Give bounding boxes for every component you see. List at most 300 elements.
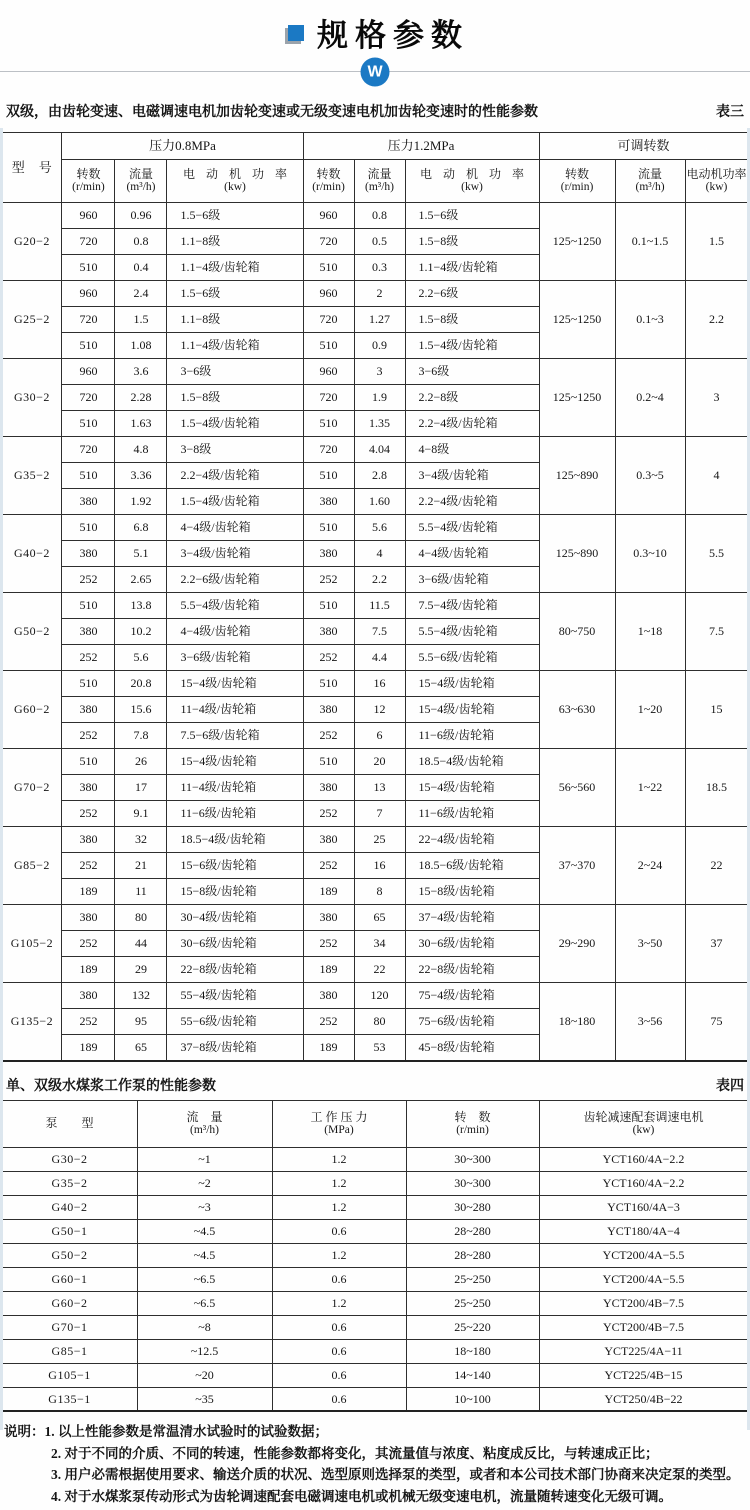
table-cell: ~8 [137,1315,272,1339]
power-cell: 1.1−4级/齿轮箱 [167,255,303,281]
adjustable-flow-cell: 2~24 [615,827,685,905]
table-cell: 30~280 [406,1195,539,1219]
table4-caption-row [6,1075,744,1095]
table-cell: 12 [354,697,405,723]
table-cell: 189 [62,957,115,983]
table-cell: ~4.5 [137,1243,272,1267]
table3-row [2,437,748,463]
table-cell: 8 [354,879,405,905]
power-cell: 1.1−8级 [167,229,303,255]
table4-row [2,1267,748,1291]
table-cell: 0.6 [272,1315,406,1339]
table-cell: 0.6 [272,1363,406,1387]
model-cell: G50−2 [2,593,62,671]
table4-row [2,1243,748,1267]
table-cell: 7 [354,801,405,827]
adjustable-power-cell: 7.5 [685,593,748,671]
table-cell: ~6.5 [137,1267,272,1291]
table4-row [2,1147,748,1171]
col-header-power-08: 电 动 机 功 率 (kw) [167,160,303,203]
table-cell: 4 [354,541,405,567]
col-group-adjustable: 可调转数 [539,133,748,160]
model-cell: G70−2 [2,749,62,827]
power-cell: 5.5−6级/齿轮箱 [405,645,539,671]
adjustable-power-cell: 2.2 [685,281,748,359]
table-cell: 380 [303,983,354,1009]
table-cell: 30~300 [406,1171,539,1195]
col-header-flow-12: 流量 (m³/h) [354,160,405,203]
table-cell: 2.28 [115,385,167,411]
table-cell: 252 [303,931,354,957]
table-cell: 510 [62,333,115,359]
power-cell: 22−8级/齿轮箱 [405,957,539,983]
power-cell: 1.1−4级/齿轮箱 [167,333,303,359]
table-cell: 380 [62,775,115,801]
table-cell: 0.8 [115,229,167,255]
table-cell: YCT200/4A−5.5 [539,1267,748,1291]
table-cell: 0.6 [272,1387,406,1411]
col-group-pressure-08: 压力0.8MPa [62,133,303,160]
table4-row [2,1363,748,1387]
table-cell: ~35 [137,1387,272,1411]
table-cell: 2.2 [354,567,405,593]
table-cell: 380 [62,541,115,567]
table-cell: 189 [303,879,354,905]
page-header [0,0,750,52]
adjustable-speed-cell: 125~1250 [539,203,615,281]
table-cell: 65 [115,1035,167,1061]
adjustable-flow-cell: 0.3~10 [615,515,685,593]
table-cell: 252 [62,931,115,957]
table-cell: 25~250 [406,1267,539,1291]
adjustable-flow-cell: 1~20 [615,671,685,749]
table3-row [2,515,748,541]
table3-caption: 双级，由齿轮变速、电磁调速电机加齿轮变速或无级变速电机加齿轮变速时的性能参数 [6,105,538,120]
adjustable-flow-cell: 0.1~3 [615,281,685,359]
table-cell: 1.27 [354,307,405,333]
table-cell: 0.8 [354,203,405,229]
table-cell: 380 [303,541,354,567]
power-cell: 1.5−6级 [405,203,539,229]
model-cell: G35−2 [2,437,62,515]
table-cell: 380 [62,697,115,723]
table-cell: YCT160/4A−2.2 [539,1147,748,1171]
notes-list [4,1421,744,1507]
power-cell: 11−6级/齿轮箱 [167,801,303,827]
model-cell: G70−1 [2,1315,137,1339]
table-cell: YCT200/4B−7.5 [539,1291,748,1315]
table-cell: 720 [303,385,354,411]
adjustable-flow-cell: 0.1~1.5 [615,203,685,281]
col-header-pump-model: 泵 型 [2,1100,137,1147]
model-cell: G35−2 [2,1171,137,1195]
table-cell: 0.96 [115,203,167,229]
power-cell: 15−4级/齿轮箱 [405,697,539,723]
table-cell: 510 [303,255,354,281]
table-cell: 720 [303,437,354,463]
table4-row [2,1315,748,1339]
table-cell: 1.2 [272,1195,406,1219]
table-cell: 65 [354,905,405,931]
model-cell: G30−2 [2,1147,137,1171]
table-cell: 28~280 [406,1219,539,1243]
model-cell: G135−2 [2,983,62,1061]
table-cell: 14~140 [406,1363,539,1387]
adjustable-speed-cell: 29~290 [539,905,615,983]
table3-row [2,749,748,775]
power-cell: 15−6级/齿轮箱 [167,853,303,879]
table-cell: 720 [303,229,354,255]
table-cell: 720 [62,229,115,255]
table4-row [2,1171,748,1195]
table4-row [2,1219,748,1243]
table-cell: 6 [354,723,405,749]
power-cell: 3−6级/齿轮箱 [405,567,539,593]
power-cell: 15−8级/齿轮箱 [167,879,303,905]
power-cell: 4−4级/齿轮箱 [167,515,303,541]
power-cell: 2.2−8级 [405,385,539,411]
table-cell: 1.2 [272,1243,406,1267]
adjustable-flow-cell: 1~22 [615,749,685,827]
table3-row [2,359,748,385]
table-cell: 1.60 [354,489,405,515]
power-cell: 15−4级/齿轮箱 [167,671,303,697]
power-cell: 4−4级/齿轮箱 [167,619,303,645]
table-cell: 95 [115,1009,167,1035]
adjustable-speed-cell: 18~180 [539,983,615,1061]
table-cell: 252 [303,1009,354,1035]
model-cell: G50−1 [2,1219,137,1243]
adjustable-flow-cell: 3~56 [615,983,685,1061]
table3-tag: 表三 [716,105,744,120]
table4-caption: 单、双级水煤浆工作泵的性能参数 [6,1078,216,1094]
table3-row [2,671,748,697]
table-cell: 25~220 [406,1315,539,1339]
model-cell: G50−2 [2,1243,137,1267]
table-cell: 11.5 [354,593,405,619]
power-cell: 18.5−4级/齿轮箱 [167,827,303,853]
model-cell: G25−2 [2,281,62,359]
table-cell: 1.63 [115,411,167,437]
table-cell: 252 [62,801,115,827]
model-cell: G85−1 [2,1339,137,1363]
power-cell: 2.2−4级/齿轮箱 [405,411,539,437]
table-cell: 3 [354,359,405,385]
adjustable-speed-cell: 80~750 [539,593,615,671]
table-cell: YCT225/4A−11 [539,1339,748,1363]
table-cell: 510 [303,749,354,775]
table-cell: ~6.5 [137,1291,272,1315]
table-cell: 0.4 [115,255,167,281]
table-cell: 510 [303,411,354,437]
note-item: 2. 对于不同的介质、不同的转速，性能参数都将变化，其流量值与浓度、粘度成反比，与转速成正比； [51,1445,659,1461]
table3-header-sub-row [2,160,748,203]
table-cell: ~2 [137,1171,272,1195]
table-cell: 510 [62,515,115,541]
model-cell: G60−2 [2,671,62,749]
power-cell: 5.5−4级/齿轮箱 [405,515,539,541]
table-cell: 252 [303,567,354,593]
adjustable-flow-cell: 0.2~4 [615,359,685,437]
table-cell: 25~250 [406,1291,539,1315]
power-cell: 22−8级/齿轮箱 [167,957,303,983]
table-cell: 15.6 [115,697,167,723]
power-cell: 3−4级/齿轮箱 [167,541,303,567]
power-cell: 37−4级/齿轮箱 [405,905,539,931]
table3-row [2,983,748,1009]
table-cell: YCT160/4A−2.2 [539,1171,748,1195]
table-cell: 380 [303,905,354,931]
table-cell: 380 [62,489,115,515]
power-cell: 4−4级/齿轮箱 [405,541,539,567]
table-cell: 720 [62,437,115,463]
adjustable-speed-cell: 125~890 [539,515,615,593]
col-header-flow: 流 量 (m³/h) [137,1100,272,1147]
model-cell: G40−2 [2,1195,137,1219]
title-square-icon [288,25,304,41]
power-cell: 1.5−8级 [405,307,539,333]
table3 [1,132,748,1062]
table-cell: YCT250/4B−22 [539,1387,748,1411]
table-cell: ~4.5 [137,1219,272,1243]
col-header-power-12: 电 动 机 功 率 (kw) [405,160,539,203]
power-cell: 1.5−8级 [167,385,303,411]
table-cell: 380 [303,827,354,853]
table-cell: 189 [303,1035,354,1061]
table-cell: YCT225/4B−15 [539,1363,748,1387]
adjustable-flow-cell: 0.3~5 [615,437,685,515]
table-cell: 720 [62,385,115,411]
table-cell: 252 [62,723,115,749]
table4-row [2,1195,748,1219]
table-cell: 10~100 [406,1387,539,1411]
power-cell: 30−4级/齿轮箱 [167,905,303,931]
power-cell: 15−4级/齿轮箱 [405,671,539,697]
table-cell: 380 [62,619,115,645]
table-cell: 34 [354,931,405,957]
table-cell: 16 [354,671,405,697]
adjustable-speed-cell: 125~1250 [539,359,615,437]
page-title: 规格参数 [317,18,469,53]
power-cell: 22−4级/齿轮箱 [405,827,539,853]
table-cell: YCT200/4B−7.5 [539,1315,748,1339]
power-cell: 75−4级/齿轮箱 [405,983,539,1009]
table-cell: 4.4 [354,645,405,671]
table-cell: 510 [62,671,115,697]
adjustable-flow-cell: 1~18 [615,593,685,671]
power-cell: 5.5−4级/齿轮箱 [405,619,539,645]
table-cell: 9.1 [115,801,167,827]
table-cell: YCT180/4A−4 [539,1219,748,1243]
table3-header-group-row [2,133,748,160]
table-cell: 11 [115,879,167,905]
table-cell: 1.08 [115,333,167,359]
table-cell: 3.36 [115,463,167,489]
table-cell: 510 [303,593,354,619]
table-cell: 17 [115,775,167,801]
table-cell: 22 [354,957,405,983]
power-cell: 2.2−6级/齿轮箱 [167,567,303,593]
power-cell: 15−4级/齿轮箱 [167,749,303,775]
table-cell: 20 [354,749,405,775]
table-cell: 3.6 [115,359,167,385]
note-text: 1. 以上性能参数是常温清水试验时的试验数据； [44,1424,328,1439]
model-cell: G105−2 [2,905,62,983]
table-cell: 25 [354,827,405,853]
table4-row [2,1291,748,1315]
table-cell: 1.35 [354,411,405,437]
power-cell: 3−8级 [167,437,303,463]
table-cell: 0.6 [272,1339,406,1363]
adjustable-power-cell: 1.5 [685,203,748,281]
table3-row [2,203,748,229]
power-cell: 11−6级/齿轮箱 [405,801,539,827]
table-cell: 120 [354,983,405,1009]
col-header-speed: 转 数 (r/min) [406,1100,539,1147]
table-cell: 720 [62,307,115,333]
table-cell: 32 [115,827,167,853]
table-cell: 252 [62,1009,115,1035]
table-cell: 510 [303,515,354,541]
table3-body [2,203,748,1061]
table-cell: 960 [62,203,115,229]
table-cell: 21 [115,853,167,879]
col-header-flow-adj: 流量 (m³/h) [615,160,685,203]
model-cell: G40−2 [2,515,62,593]
adjustable-speed-cell: 125~890 [539,437,615,515]
table-cell: 252 [62,853,115,879]
table-cell: 2.4 [115,281,167,307]
table-cell: 189 [62,1035,115,1061]
table-cell: 6.8 [115,515,167,541]
adjustable-power-cell: 22 [685,827,748,905]
table-cell: 1.2 [272,1171,406,1195]
adjustable-speed-cell: 37~370 [539,827,615,905]
table-cell: 26 [115,749,167,775]
table-cell: 13.8 [115,593,167,619]
table-cell: 2.8 [354,463,405,489]
table-cell: 960 [62,359,115,385]
power-cell: 45−8级/齿轮箱 [405,1035,539,1061]
power-cell: 3−6级 [405,359,539,385]
table-cell: 510 [62,411,115,437]
col-header-motor: 齿轮减速配套调速电机 (kw) [539,1100,748,1147]
table-cell: 510 [62,593,115,619]
table-cell: 252 [62,645,115,671]
table-cell: ~3 [137,1195,272,1219]
power-cell: 1.5−4级/齿轮箱 [167,411,303,437]
table-cell: 44 [115,931,167,957]
table-cell: 380 [303,489,354,515]
table-cell: 13 [354,775,405,801]
table-cell: 189 [62,879,115,905]
power-cell: 30−6级/齿轮箱 [167,931,303,957]
table-cell: 960 [303,359,354,385]
table-cell: 18~180 [406,1339,539,1363]
table-cell: 960 [303,203,354,229]
model-cell: G60−1 [2,1267,137,1291]
power-cell: 18.5−4级/齿轮箱 [405,749,539,775]
table-cell: 1.2 [272,1291,406,1315]
col-header-speed-08: 转数 (r/min) [62,160,115,203]
section-divider [0,56,750,86]
table3-row [2,827,748,853]
table3-caption-row [6,101,744,121]
table-cell: ~1 [137,1147,272,1171]
table-cell: 7.8 [115,723,167,749]
table-cell: 4.04 [354,437,405,463]
table-cell: 5.6 [115,645,167,671]
table-cell: YCT160/4A−3 [539,1195,748,1219]
notes-section [4,1421,744,1507]
table3-row [2,593,748,619]
power-cell: 11−4级/齿轮箱 [167,697,303,723]
power-cell: 3−6级 [167,359,303,385]
table4-row [2,1387,748,1411]
col-header-speed-adj: 转数 (r/min) [539,160,615,203]
table-cell: 1.92 [115,489,167,515]
adjustable-power-cell: 15 [685,671,748,749]
table-cell: 0.6 [272,1267,406,1291]
table-cell: 510 [303,333,354,359]
table-cell: 380 [62,905,115,931]
table-cell: 380 [303,697,354,723]
adjustable-power-cell: 37 [685,905,748,983]
table-cell: 252 [303,723,354,749]
table-cell: 80 [354,1009,405,1035]
table-cell: 0.5 [354,229,405,255]
scan-edge-left [0,128,3,1430]
power-cell: 1.5−8级 [405,229,539,255]
table4-tag: 表四 [716,1078,744,1094]
table-cell: YCT200/4A−5.5 [539,1243,748,1267]
table-cell: 510 [303,671,354,697]
model-cell: G85−2 [2,827,62,905]
adjustable-power-cell: 4 [685,437,748,515]
table-cell: 28~280 [406,1243,539,1267]
table-cell: 2 [354,281,405,307]
power-cell: 18.5−6级/齿轮箱 [405,853,539,879]
model-cell: G60−2 [2,1291,137,1315]
power-cell: 11−4级/齿轮箱 [167,775,303,801]
power-cell: 75−6级/齿轮箱 [405,1009,539,1035]
table-cell: ~20 [137,1363,272,1387]
table-cell: 510 [62,749,115,775]
power-cell: 7.5−4级/齿轮箱 [405,593,539,619]
table-cell: 189 [303,957,354,983]
col-header-flow-08: 流量 (m³/h) [115,160,167,203]
table-cell: 7.5 [354,619,405,645]
table-cell: 16 [354,853,405,879]
table3-row [2,905,748,931]
table4-body [2,1147,748,1411]
power-cell: 1.5−4级/齿轮箱 [405,333,539,359]
table-cell: 380 [303,775,354,801]
power-cell: 1.5−6级 [167,203,303,229]
power-cell: 7.5−6级/齿轮箱 [167,723,303,749]
table4-header-row [2,1100,748,1147]
table-cell: 252 [303,853,354,879]
table-cell: 960 [62,281,115,307]
adjustable-speed-cell: 56~560 [539,749,615,827]
table-cell: 30~300 [406,1147,539,1171]
table-cell: 132 [115,983,167,1009]
power-cell: 5.5−4级/齿轮箱 [167,593,303,619]
col-header-pressure: 工 作 压 力 (MPa) [272,1100,406,1147]
model-cell: G20−2 [2,203,62,281]
table-cell: ~12.5 [137,1339,272,1363]
table4-row [2,1339,748,1363]
